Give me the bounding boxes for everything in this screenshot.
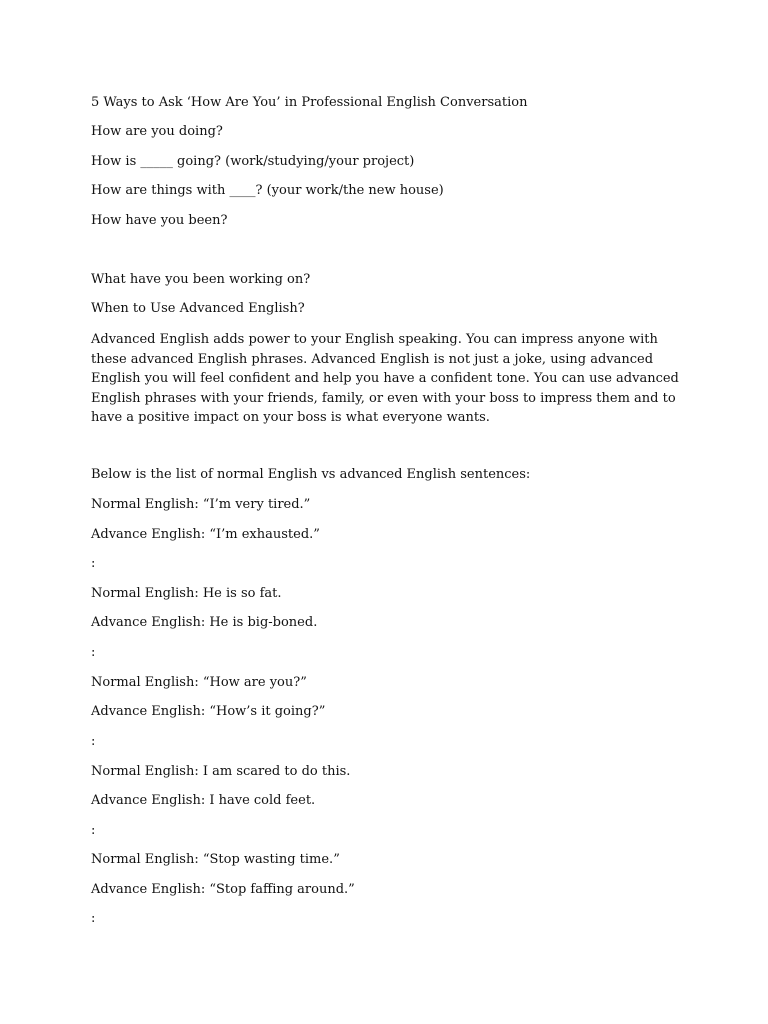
normal-sentence-1: Normal English: “I’m very tired.” bbox=[91, 497, 311, 512]
section-heading: When to Use Advanced English? bbox=[91, 301, 305, 316]
normal-sentence-2: Normal English: He is so fat. bbox=[91, 586, 282, 601]
way-item-2: How is _____ going? (work/studying/your project) bbox=[91, 154, 415, 169]
separator-2: : bbox=[91, 645, 96, 660]
way-item-4: How have you been? bbox=[91, 213, 228, 228]
paragraph-line: English you will feel confident and help you have a confident tone. You can use advanced bbox=[91, 371, 679, 387]
advanced-sentence-3: Advance English: “How’s it going?” bbox=[91, 704, 326, 719]
paragraph-line: English phrases with your friends, family, or even with your boss to impress them and to bbox=[91, 390, 676, 406]
advanced-english-paragraph bbox=[91, 330, 679, 428]
normal-sentence-5: Normal English: “Stop wasting time.” bbox=[91, 852, 340, 867]
way-item-1: How are you doing? bbox=[91, 124, 223, 139]
paragraph-line: these advanced English phrases. Advanced English is not just a joke, using advanced bbox=[91, 351, 654, 367]
way-item-5: What have you been working on? bbox=[91, 272, 311, 287]
advanced-sentence-5: Advance English: “Stop faffing around.” bbox=[91, 882, 355, 897]
document-title: 5 Ways to Ask ‘How Are You’ in Professional English Conversation bbox=[91, 95, 528, 110]
way-item-3: How are things with ____? (your work/the new house) bbox=[91, 183, 444, 198]
paragraph-line: have a positive impact on your boss is what everyone wants. bbox=[91, 410, 490, 426]
advanced-sentence-2: Advance English: He is big-boned. bbox=[91, 615, 318, 630]
separator-3: : bbox=[91, 734, 96, 749]
paragraph-line: Advanced English adds power to your English speaking. You can impress anyone with bbox=[91, 332, 658, 347]
separator-4: : bbox=[91, 823, 96, 838]
advanced-sentence-1: Advance English: “I’m exhausted.” bbox=[91, 527, 320, 542]
normal-sentence-3: Normal English: “How are you?” bbox=[91, 675, 307, 690]
advanced-sentence-4: Advance English: I have cold feet. bbox=[91, 793, 316, 808]
list-intro: Below is the list of normal English vs advanced English sentences: bbox=[91, 467, 531, 482]
separator-5: : bbox=[91, 911, 96, 926]
separator-1: : bbox=[91, 556, 96, 571]
normal-sentence-4: Normal English: I am scared to do this. bbox=[91, 764, 351, 779]
